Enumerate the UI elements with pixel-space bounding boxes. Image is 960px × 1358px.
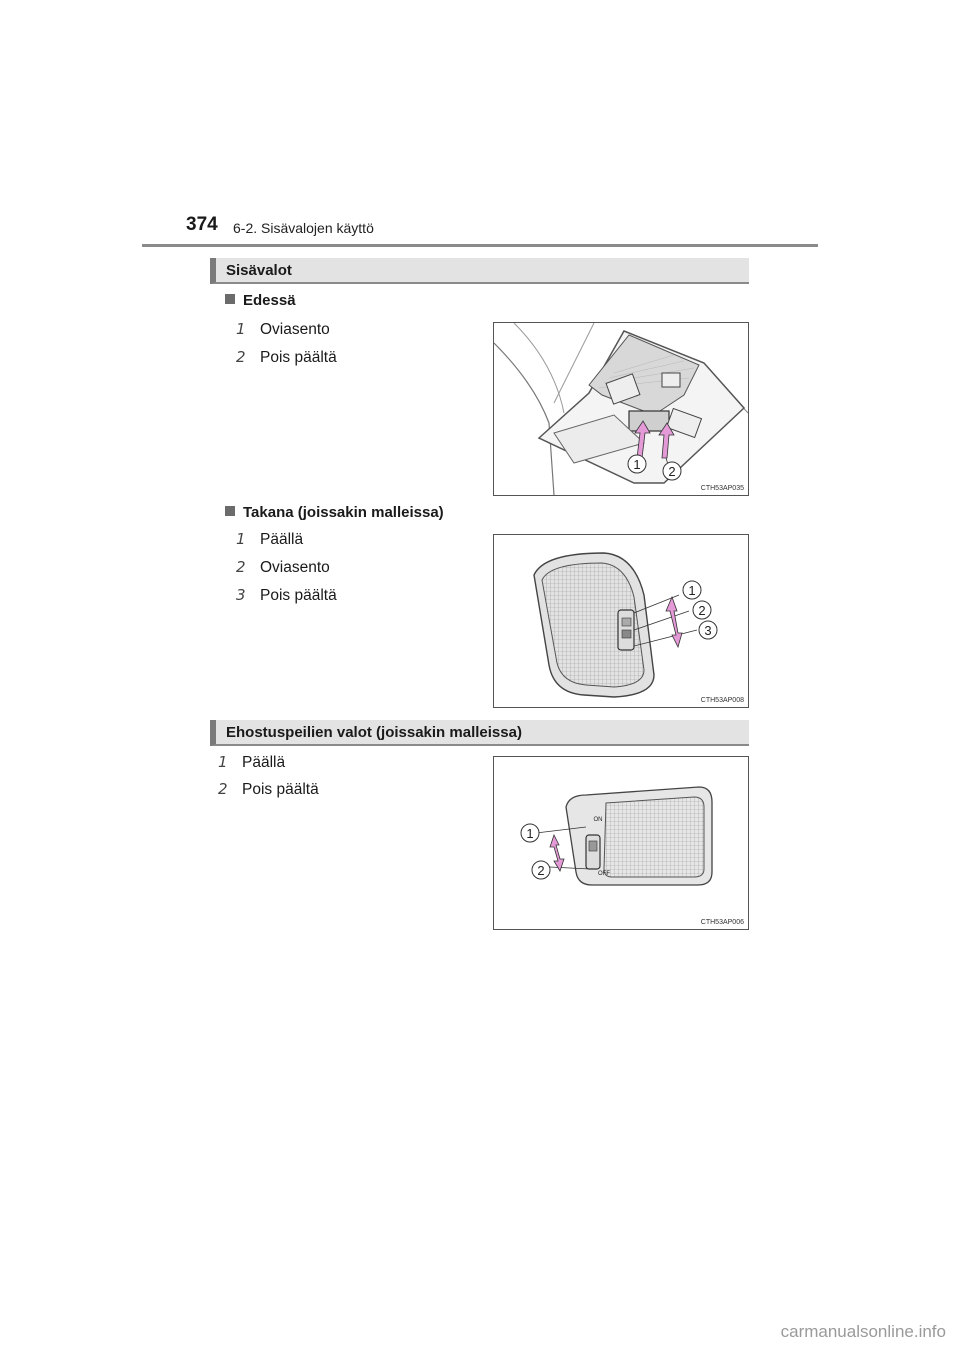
item-label: Päällä [260,531,304,548]
svg-text:1: 1 [633,457,641,472]
number-marker: 1 [218,753,228,771]
subheading-front: Edessä [225,292,296,309]
number-marker: 2 [218,780,228,798]
chapter-title: 6-2. Sisävalojen käyttö [233,220,374,236]
footer-watermark: carmanualsonline.info [780,1322,946,1341]
item-label: Päällä [242,754,286,771]
section-heading-sisavalot [210,258,749,284]
square-bullet-icon [225,294,235,304]
list-item [236,320,330,339]
list-item [236,530,303,549]
list-item [218,780,319,799]
section-heading-ehostuspeilien-valot [210,720,749,746]
number-marker: 2 [236,558,246,576]
item-label: Oviasento [260,559,330,576]
section-title: Sisävalot [226,262,292,279]
rear-light-illustration [494,535,748,707]
svg-text:2: 2 [537,863,545,878]
figure-code: CTH53AP008 [700,697,744,704]
svg-text:1: 1 [688,583,696,598]
rear-light-figure [493,534,749,708]
square-bullet-icon [225,506,235,516]
number-marker: 3 [236,586,246,604]
svg-text:2: 2 [668,464,676,479]
vanity-light-illustration [494,757,748,929]
switch-on-label: ON [593,817,603,823]
svg-text:1: 1 [526,826,534,841]
item-label: Pois päältä [260,349,337,366]
item-label: Pois päältä [260,587,337,604]
section-title: Ehostuspeilien valot (joissakin malleissa) [226,724,522,741]
item-label: Oviasento [260,321,330,338]
figure-code: CTH53AP035 [700,485,744,492]
figure-code: CTH53AP006 [700,919,744,926]
item-label: Pois päältä [242,781,319,798]
number-marker: 2 [236,348,246,366]
front-light-illustration [494,323,748,495]
svg-text:2: 2 [698,603,706,618]
number-marker: 1 [236,320,246,338]
front-light-figure [493,322,749,496]
list-item [236,558,330,577]
switch-off-label: OFF [598,871,610,877]
svg-text:3: 3 [704,623,712,638]
list-item [236,586,337,605]
vanity-light-figure [493,756,749,930]
header-rule [142,244,818,247]
subheading-rear: Takana (joissakin malleissa) [225,504,444,521]
number-marker: 1 [236,530,246,548]
list-item [218,753,285,772]
list-item [236,348,337,367]
page-number: 374 [186,214,218,235]
